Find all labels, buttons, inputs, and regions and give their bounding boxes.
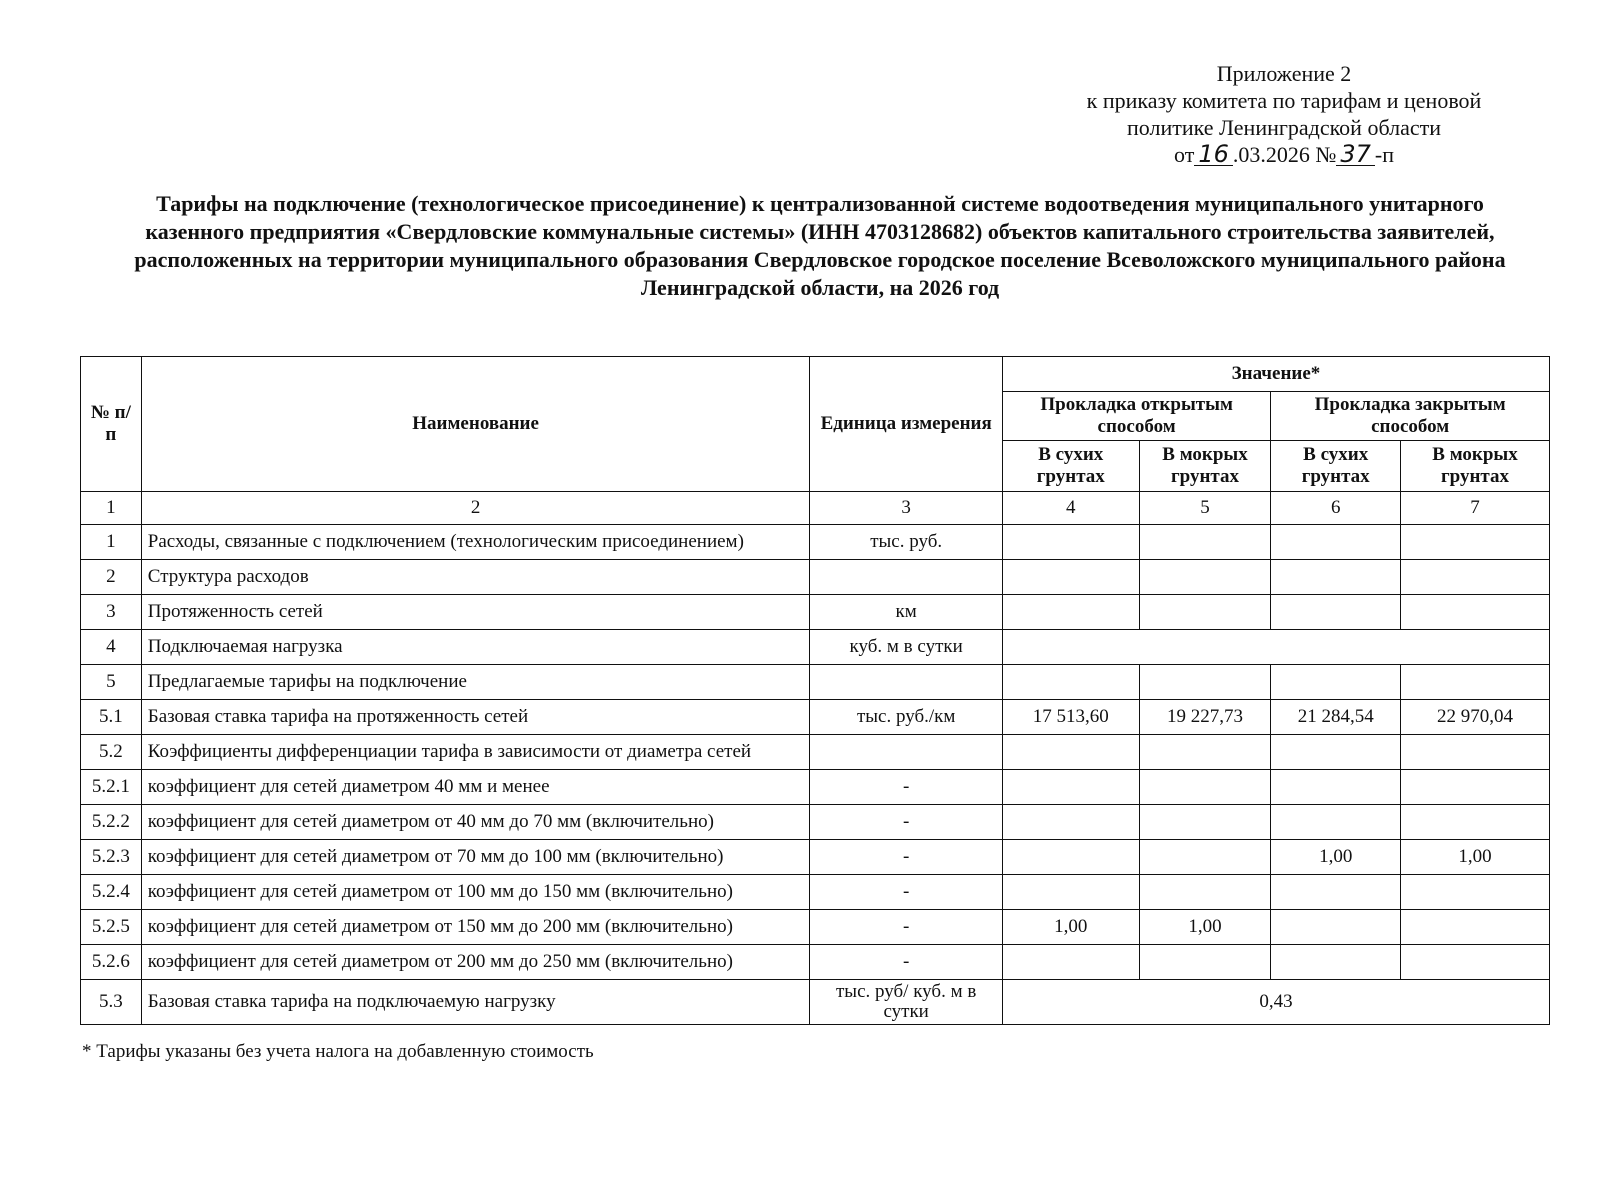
value-merged [1002,630,1549,665]
value-open-wet: 19 227,73 [1139,700,1271,735]
row-name: Расходы, связанные с подключением (технологическим присоединением) [141,525,810,560]
value-open-dry [1002,875,1139,910]
table-row [81,595,1550,630]
value-closed-dry [1271,875,1401,910]
row-num: 5.2 [81,735,142,770]
appendix-line-1: Приложение 2 [1216,61,1352,86]
appendix-line-2: к приказу комитета по тарифам и ценовой [1086,88,1482,113]
value-open-dry [1002,805,1139,840]
value-open-wet [1139,525,1271,560]
value-closed-dry: 1,00 [1271,840,1401,875]
header-open-dry: В сухих грунтах [1002,441,1139,492]
index-cell: 6 [1271,492,1401,525]
value-closed-dry [1271,805,1401,840]
row-unit [810,665,1002,700]
table-row [81,910,1550,945]
header-value: Значение* [1002,357,1549,392]
value-open-wet [1139,595,1271,630]
header-num: № п/п [81,357,142,492]
index-cell: 2 [141,492,810,525]
tariffs-table [80,356,1550,1025]
value-open-wet [1139,665,1271,700]
row-name: коэффициент для сетей диаметром 40 мм и менее [141,770,810,805]
table-row [81,735,1550,770]
row-unit: км [810,595,1002,630]
row-unit: куб. м в сутки [810,630,1002,665]
row-unit: тыс. руб./км [810,700,1002,735]
row-unit [810,560,1002,595]
row-unit: - [810,875,1002,910]
row-unit: - [810,945,1002,980]
appendix-date-line [1044,141,1524,168]
value-closed-dry [1271,595,1401,630]
row-unit: тыс. руб/ куб. м в сутки [810,980,1002,1025]
index-cell: 3 [810,492,1002,525]
row-name: Базовая ставка тарифа на подключаемую нагрузку [141,980,810,1025]
value-closed-dry [1271,560,1401,595]
header-closed-dry: В сухих грунтах [1271,441,1401,492]
value-closed-wet: 22 970,04 [1401,700,1550,735]
table-row [81,560,1550,595]
value-open-wet [1139,945,1271,980]
row-name: коэффициент для сетей диаметром от 40 мм до 70 мм (включительно) [141,805,810,840]
table-row [81,770,1550,805]
row-unit: - [810,770,1002,805]
index-cell: 5 [1139,492,1271,525]
table-row [81,700,1550,735]
row-name: Структура расходов [141,560,810,595]
table-row [81,630,1550,665]
row-name: Базовая ставка тарифа на протяженность сетей [141,700,810,735]
row-num: 2 [81,560,142,595]
handwritten-day: 16 [1194,143,1233,166]
row-name: Коэффициенты дифференциации тарифа в зависимости от диаметра сетей [141,735,810,770]
header-open-method: Прокладка открытым способом [1002,392,1270,441]
title-line-1: Тарифы на подключение (технологическое присоединение) к централизованной системе водоотведения муниципального унитарного [156,191,1484,216]
header-open-wet: В мокрых грунтах [1139,441,1271,492]
table-row [81,665,1550,700]
table-row [81,525,1550,560]
row-num: 5.2.5 [81,910,142,945]
value-closed-dry [1271,525,1401,560]
value-open-dry [1002,770,1139,805]
row-name: коэффициент для сетей диаметром от 100 мм до 150 мм (включительно) [141,875,810,910]
value-closed-wet [1401,875,1550,910]
footnote: * Тарифы указаны без учета налога на добавленную стоимость [82,1041,594,1062]
column-index-row [81,492,1550,525]
value-open-dry [1002,840,1139,875]
row-unit: - [810,910,1002,945]
row-name: Подключаемая нагрузка [141,630,810,665]
value-closed-wet [1401,735,1550,770]
row-unit: - [810,805,1002,840]
row-num: 5.2.1 [81,770,142,805]
value-closed-dry [1271,735,1401,770]
index-cell: 1 [81,492,142,525]
header-closed-wet: В мокрых грунтах [1401,441,1550,492]
value-open-dry [1002,945,1139,980]
value-closed-wet [1401,910,1550,945]
appendix-line-3: политике Ленинградской области [1126,115,1441,140]
title-line-2: казенного предприятия «Свердловские коммунальные системы» (ИНН 4703128682) объектов капитального строительства заявителей, [145,219,1495,244]
value-open-wet [1139,805,1271,840]
value-closed-wet [1401,595,1550,630]
index-cell: 4 [1002,492,1139,525]
index-cell: 7 [1401,492,1550,525]
document-title [80,190,1560,302]
value-open-dry [1002,525,1139,560]
value-open-dry [1002,595,1139,630]
row-num: 5.2.3 [81,840,142,875]
value-closed-wet [1401,945,1550,980]
header-name: Наименование [141,357,810,492]
value-open-wet [1139,875,1271,910]
value-open-dry [1002,665,1139,700]
date-suffix: -п [1374,142,1395,167]
row-unit [810,735,1002,770]
value-closed-dry [1271,770,1401,805]
value-closed-dry: 21 284,54 [1271,700,1401,735]
row-unit: тыс. руб. [810,525,1002,560]
value-open-wet: 1,00 [1139,910,1271,945]
value-open-wet [1139,840,1271,875]
value-open-dry: 17 513,60 [1002,700,1139,735]
value-closed-wet: 1,00 [1401,840,1550,875]
value-open-dry: 1,00 [1002,910,1139,945]
value-closed-wet [1401,665,1550,700]
header-unit: Единица измерения [810,357,1002,492]
row-num: 5.2.2 [81,805,142,840]
appendix-header [1044,60,1524,168]
title-line-4: Ленинградской области, на 2026 год [640,275,1000,300]
value-open-dry [1002,735,1139,770]
table-row [81,840,1550,875]
row-num: 1 [81,525,142,560]
table-row [81,945,1550,980]
table-row [81,980,1550,1025]
table-row [81,805,1550,840]
row-num: 3 [81,595,142,630]
row-num: 4 [81,630,142,665]
handwritten-number: 37 [1336,143,1375,166]
date-mid: .03.2026 № [1232,142,1337,167]
value-open-wet [1139,735,1271,770]
row-num: 5.1 [81,700,142,735]
row-num: 5.2.6 [81,945,142,980]
header-closed-method: Прокладка закрытым способом [1271,392,1550,441]
row-num: 5 [81,665,142,700]
value-closed-wet [1401,560,1550,595]
value-open-dry [1002,560,1139,595]
date-prefix: от [1173,142,1195,167]
row-name: коэффициент для сетей диаметром от 200 мм до 250 мм (включительно) [141,945,810,980]
row-name: коэффициент для сетей диаметром от 150 мм до 200 мм (включительно) [141,910,810,945]
row-name: коэффициент для сетей диаметром от 70 мм до 100 мм (включительно) [141,840,810,875]
row-num: 5.2.4 [81,875,142,910]
value-closed-dry [1271,945,1401,980]
title-line-3: расположенных на территории муниципального образования Свердловское городское поселение Всеволожского муниципального района [134,247,1506,272]
row-name: Предлагаемые тарифы на подключение [141,665,810,700]
value-closed-wet [1401,805,1550,840]
value-open-wet [1139,560,1271,595]
value-closed-dry [1271,910,1401,945]
table-row [81,875,1550,910]
value-open-wet [1139,770,1271,805]
value-merged: 0,43 [1002,980,1549,1025]
value-closed-wet [1401,525,1550,560]
value-closed-dry [1271,665,1401,700]
value-closed-wet [1401,770,1550,805]
row-unit: - [810,840,1002,875]
row-num: 5.3 [81,980,142,1025]
row-name: Протяженность сетей [141,595,810,630]
